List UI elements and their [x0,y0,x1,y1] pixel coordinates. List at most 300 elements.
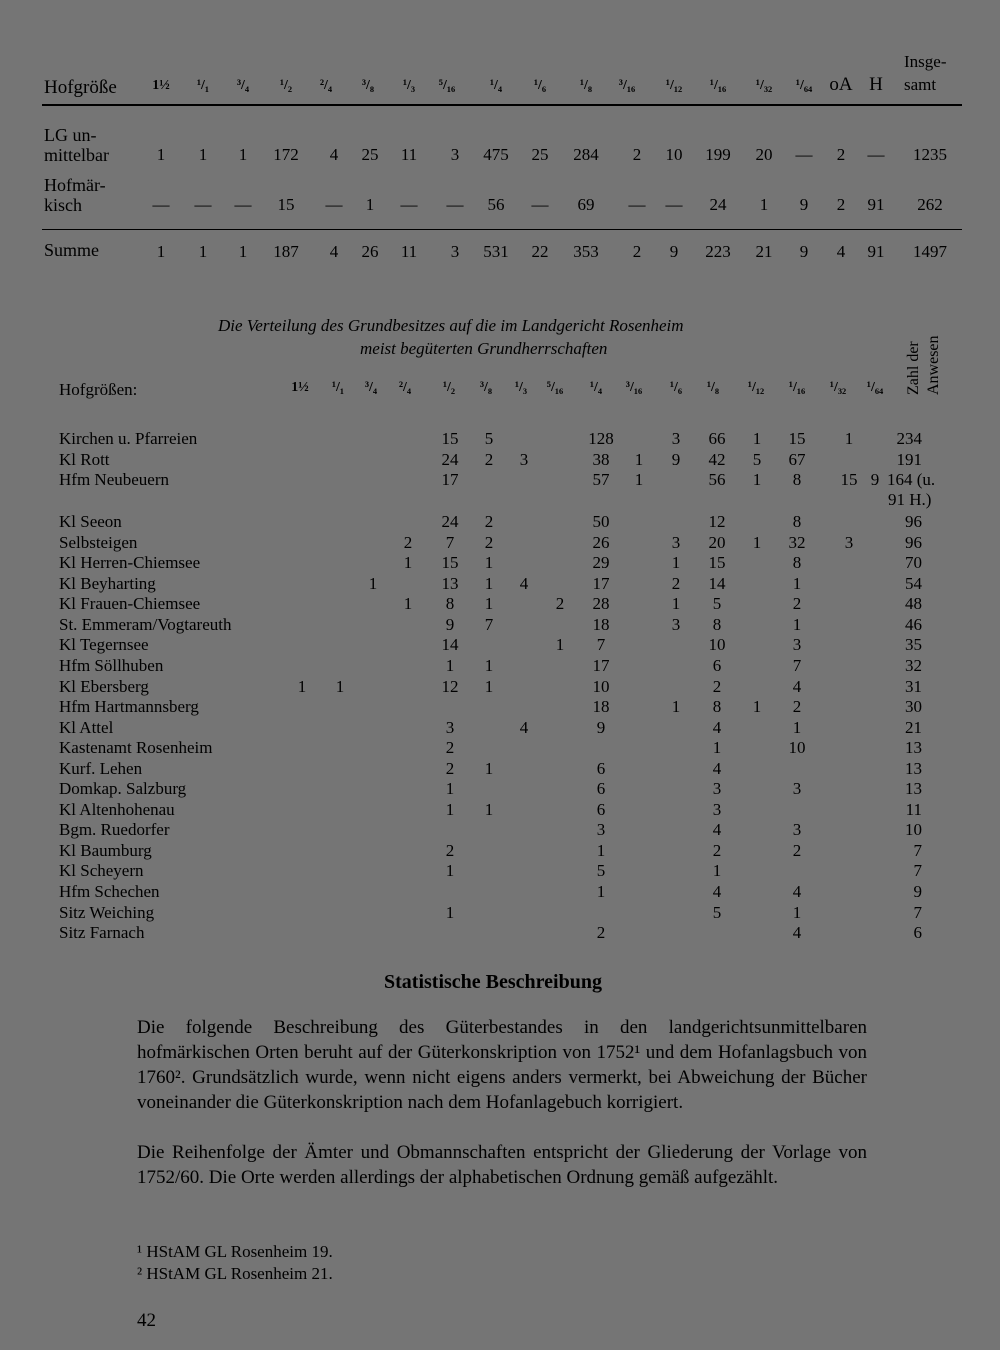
row-total: 70 [905,553,922,573]
table2-col-header: ²/₄ [398,380,412,395]
table2-col-header: ¹/₆₄ [866,380,884,395]
footnote-1: ¹ HStAM GL Rosenheim 19. [137,1242,333,1261]
table1-cell: 1 [156,242,166,261]
table-cell: 4 [712,820,722,840]
table-cell: 3 [445,717,455,737]
row-total: 7 [913,840,922,860]
table-cell: 4 [519,573,529,593]
table-cell: 42 [708,449,726,469]
table-cell: 8 [792,512,802,532]
row-name: Kl Ebersberg [59,676,149,696]
table-cell: 1 [671,553,681,573]
row-total: 35 [905,635,922,655]
table1-cell: 1 [156,145,166,164]
table2-col-header: ¹/₁ [331,380,345,395]
table-cell: 9 [596,717,606,737]
row-total: 48 [905,594,922,614]
table-cell: 1 [634,449,644,469]
table-cell: 10 [788,738,806,758]
total-header-line2: samt [904,75,937,94]
row-total: 234 [896,429,922,448]
table2-header-label: Hofgrößen: [59,380,138,399]
table-cell: 5 [712,902,722,922]
table1-cell: — [400,195,418,214]
row-name: St. Emmeram/Vogtareuth [59,614,232,634]
row-total: 30 [905,697,922,717]
table-cell: 17 [592,655,610,675]
table-cell: 2 [403,532,413,552]
table1-header-label: Hofgröße [44,77,117,98]
table2-col-header: ¹/₄ [589,380,603,395]
row-name: Kl Rott [59,449,110,469]
table1-cell: 1 [238,145,248,164]
table-row [0,656,1000,677]
table1-cell: 199 [705,145,731,164]
table-cell: 24 [441,449,459,469]
table-cell: 66 [708,429,726,448]
table1-cell: 2 [632,145,642,164]
table-cell: 128 [588,429,614,448]
table-cell: 5 [484,429,494,448]
table-cell: 8 [712,614,722,634]
row-name: Kirchen u. Pfarreien [59,429,198,448]
table2-col-header: ¹/₁₆ [788,380,806,395]
table-cell: 1 [671,697,681,717]
row-name: Hfm Söllhuben [59,655,164,675]
table-cell: 1 [596,882,606,901]
row-name: Kl Frauen-Chiemsee [59,594,201,614]
table-cell: 3 [844,532,854,552]
page-number: 42 [137,1310,156,1331]
row-total: 13 [905,738,922,758]
table1-cell: 4 [329,242,339,261]
table-row [0,533,1000,554]
table-cell: 20 [708,532,726,552]
table1-cell: 262 [917,195,943,214]
row-total: 9 [913,882,922,901]
table-cell: 4 [519,717,529,737]
table-cell: 2 [792,594,802,614]
table-row [0,677,1000,698]
row-name: Kl Beyharting [59,573,156,593]
table2-col-header: ¹/₃ [514,380,528,395]
table1-col-header: ¹/₃₂ [755,78,773,93]
table-cell: 29 [592,553,610,573]
row-name: Hfm Schechen [59,882,160,901]
table1-cell: 9 [799,242,809,261]
table-cell: 1 [445,779,455,799]
table-cell: 2 [792,697,802,717]
table-cell: 1 [484,594,494,614]
table-cell: 3 [519,449,529,469]
table-cell: 2 [596,923,606,943]
table2-col-header: ⁵/₁₆ [546,380,564,395]
table-row [0,841,1000,862]
table-cell: 1 [484,676,494,696]
table-cell: 8 [792,553,802,573]
table1-cell: 223 [705,242,731,261]
table2-col-header: ¹/₈ [706,380,720,395]
table1-col-header: oA [829,74,853,95]
table-cell: 7 [596,635,606,655]
table-row [0,923,1000,944]
row-total: 96 [905,532,922,552]
row-total: 54 [905,573,922,593]
table-cell: 1 [484,758,494,778]
table-row [0,594,1000,615]
table-cell: 14 [708,573,726,593]
table-cell: 6 [596,758,606,778]
table1-top-rule [42,104,962,106]
row-total: 46 [905,614,922,634]
table1-row-label: Summe [44,240,100,260]
table1-cell: 1 [198,145,208,164]
section-heading: Statistische Beschreibung [384,971,602,993]
table-cell: 1 [445,799,455,819]
table1-cell: — [446,195,464,214]
table1-col-header: ¹/₃ [402,78,416,93]
table-cell: 15 [441,553,459,573]
table-cell: 3 [792,635,802,655]
table-cell: 1 [445,655,455,675]
table-cell: 56 [708,470,726,490]
table-cell: 18 [592,614,610,634]
table1-cell: 475 [483,145,509,164]
table1-cell: 187 [273,242,299,261]
table-cell: 1 [712,738,722,758]
row-total: 32 [905,655,922,675]
table1-cell: 11 [400,145,418,164]
table-cell: 6 [596,779,606,799]
table-row [0,903,1000,924]
table1-cell: — [325,195,343,214]
table1-cell: — [531,195,549,214]
table1-col-header: ³/₁₆ [618,78,636,93]
table-row [0,470,1000,491]
table-row [0,450,1000,471]
table1-cell: — [628,195,646,214]
table-cell: 4 [712,758,722,778]
row-name: Kl Tegernsee [59,635,149,655]
row-name: Kl Baumburg [59,840,152,860]
table-cell: 5 [596,861,606,881]
table-cell: 2 [792,840,802,860]
row-total: 31 [905,676,922,696]
table2-col-header: ³/₄ [364,380,378,395]
table1-col-header: ⁵/₁₆ [438,78,456,93]
table1-cell: 11 [400,242,418,261]
table1-cell: 10 [665,145,683,164]
table-cell: 4 [792,676,802,696]
table1-cell: 9 [799,195,809,214]
table-cell: 15 [788,429,806,448]
table-cell: 1 [792,902,802,922]
table1-row-label: LG un- [44,125,97,145]
table-cell: 14 [441,635,459,655]
table-row [0,718,1000,739]
table-cell: 5 [712,594,722,614]
table-cell: 4 [792,923,802,943]
row-total: 21 [905,717,922,737]
table1-col-header: 1½ [152,78,170,93]
table-cell: 2 [445,840,455,860]
table-cell: 1 [634,470,644,490]
row-total: 164 (u. [887,470,936,490]
table1-cell: — [234,195,252,214]
row-total: 10 [905,820,922,840]
table2-col-header: ³/₈ [479,380,493,395]
table-cell: 2 [484,532,494,552]
table1-col-header: ¹/₁₆ [709,78,727,93]
table-row [0,615,1000,636]
footnote-2: ² HStAM GL Rosenheim 21. [137,1264,333,1283]
table2-col-header: ¹/₃₂ [829,380,847,395]
table1-col-header: ¹/₁₂ [665,78,683,93]
table1-cell: 91 [867,195,885,214]
total-header-line1: Insge- [904,52,947,71]
table1-col-header: ²/₄ [319,78,333,93]
table1-row-label-cont: kisch [44,195,82,215]
row-name: Bgm. Ruedorfer [59,820,170,840]
table-cell: 1 [484,799,494,819]
table1-cell: 284 [573,145,599,164]
table-row [0,759,1000,780]
row-total: 191 [896,449,922,469]
table-cell: 1 [844,429,854,448]
row-name: Kastenamt Rosenheim [59,738,213,758]
table1-cell: 69 [577,195,595,214]
row-name: Hfm Hartmannsberg [59,697,199,717]
row-name: Hfm Neubeuern [59,470,169,490]
table1-cell: 1 [238,242,248,261]
table-cell: 6 [596,799,606,819]
table-cell: 8 [792,470,802,490]
table-cell: 3 [596,820,606,840]
table-cell: 7 [792,655,802,675]
table-row [0,574,1000,595]
table-cell: 1 [752,697,762,717]
row-name: Kl Scheyern [59,861,144,881]
table-row [0,738,1000,759]
table-cell: 12 [441,676,459,696]
row-name: Kl Altenhohenau [59,799,175,819]
table1-row-label-cont: mittelbar [44,145,109,165]
table-cell: 26 [592,532,610,552]
table-cell: 2 [445,758,455,778]
table1-cell: 3 [450,145,460,164]
table1-cell: 1497 [913,242,947,261]
table-cell: 1 [752,429,762,448]
table-cell: 57 [592,470,610,490]
table1-cell: 3 [450,242,460,261]
table-row [0,697,1000,718]
table-cell: 1 [712,861,722,881]
row-total: 6 [913,923,922,943]
table-cell: 1 [555,635,565,655]
table-cell: 3 [792,820,802,840]
table-cell: 38 [592,449,610,469]
table1-col-header: ³/₄ [236,78,250,93]
table2-col-header: ³/₁₆ [625,380,643,395]
table1-cell: 172 [273,145,299,164]
table1-cell: 91 [867,242,885,261]
row-total: 13 [905,779,922,799]
table1-cell: 353 [573,242,599,261]
table1-row-label: Hofmär- [44,175,106,195]
table-cell: 3 [712,799,722,819]
table1-col-header: ³/₈ [361,78,375,93]
row-name: Kurf. Lehen [59,758,143,778]
table1-cell: 22 [531,242,549,261]
table-cell: 2 [445,738,455,758]
table1-cell: 2 [836,195,846,214]
table-cell: 1 [403,594,413,614]
table-cell: 1 [752,470,762,490]
table-cell: 67 [788,449,806,469]
table-cell: 9 [870,470,880,490]
table1-col-header: ¹/₆ [533,78,547,93]
table-cell: 3 [792,779,802,799]
table2-caption-line2: meist begüterten Grundherrschaften [360,339,608,358]
table-cell: 9 [671,449,681,469]
table2-col-header: ¹/₁₂ [747,380,765,395]
table-cell: 1 [484,655,494,675]
table-cell: 3 [671,614,681,634]
table1-cell: 25 [531,145,549,164]
table-cell: 9 [445,614,455,634]
row-name: Domkap. Salzburg [59,779,187,799]
row-name: Selbsteigen [59,532,138,552]
table1-cell: 531 [483,242,509,261]
table2-col-header: ¹/₆ [669,380,683,395]
table1-col-header: H [869,74,883,95]
table1-cell: 20 [755,145,773,164]
table-cell: 1 [368,573,378,593]
table-cell: 2 [712,840,722,860]
table-cell: 1 [792,717,802,737]
table-cell: 4 [712,882,722,901]
table1-cell: — [665,195,683,214]
table1-cell: 24 [709,195,727,214]
table1-cell: 1 [198,242,208,261]
row-name: Kl Seeon [59,512,122,532]
table1-cell: 15 [277,195,295,214]
table-cell: 8 [712,697,722,717]
table-cell: 24 [441,512,459,532]
table1-cell: 1 [365,195,375,214]
row-total: 7 [913,861,922,881]
table1-col-header: ¹/₁ [196,78,210,93]
table-cell: 1 [792,614,802,634]
table-cell: 7 [445,532,455,552]
table-row [0,635,1000,656]
row-total-cont: 91 H.) [888,490,932,510]
table-cell: 15 [441,429,459,448]
row-total: 11 [905,799,922,819]
section-paragraph-1: Die folgende Beschreibung des Güterbestandes in den landgerichtsunmittelbaren hofmärkischen Orten beruht auf der Güterkonskription von 1752¹ und dem Hofanlagsbuch von 1760². Grundsätzlich wurde, wenn nicht eigens anders vermerkt, bei Abweichung der Bücher voneinander die Güterkonskription nach dem Hofanlagebuch korrigiert. [137,1017,867,1113]
table1-cell: — [867,145,885,164]
row-name: Sitz Weiching [59,902,155,922]
table-cell: 2 [671,573,681,593]
table1-cell: 9 [669,242,679,261]
table1-cell: 2 [836,145,846,164]
table2-total-header-line1: Zahl der [905,341,922,395]
table2-col-header: ¹/₂ [442,380,456,395]
row-total: 7 [913,902,922,922]
row-name: Sitz Farnach [59,923,145,943]
table1-cell: 4 [329,145,339,164]
table-cell: 2 [555,594,565,614]
table-cell: 1 [671,594,681,614]
table-cell: 17 [441,470,459,490]
table2-caption-line1: Die Verteilung des Grundbesitzes auf die im Landgericht Rosenheim [218,316,684,335]
table-cell: 7 [484,614,494,634]
table1-cell: 26 [361,242,379,261]
table1-cell: 1 [759,195,769,214]
table-row [0,800,1000,821]
table1-cell: 21 [755,242,773,261]
table2-total-header-line2: Anwesen [925,335,942,395]
table1-cell: — [795,145,813,164]
table1-col-header: ¹/₆₄ [795,78,813,93]
table-row [0,820,1000,841]
table-cell: 1 [484,553,494,573]
table-cell: 13 [441,573,459,593]
table-cell: 2 [712,676,722,696]
table-cell: 6 [712,655,722,675]
table-cell: 1 [445,902,455,922]
row-total: 96 [905,512,922,532]
table1-cell: — [152,195,170,214]
table-cell: 1 [484,573,494,593]
section-paragraph-2: Die Reihenfolge der Ämter und Obmannschaften entspricht der Gliederung der Vorlage von 1752/60. Die Orte werden allerdings der alphabetischen Ordnung gemäß aufgezählt. [137,1142,867,1188]
table-cell: 5 [752,449,762,469]
table-cell: 3 [712,779,722,799]
table-cell: 50 [592,512,610,532]
table-cell: 2 [484,512,494,532]
table-cell: 8 [445,594,455,614]
table2-col-header: 1½ [291,380,309,395]
table-cell: 3 [671,429,681,448]
table-row [0,861,1000,882]
table-cell: 1 [445,861,455,881]
table-cell: 17 [592,573,610,593]
table-cell: 1 [752,532,762,552]
table-row [0,882,1000,903]
table1-sum-rule [42,229,962,230]
table-cell: 1 [596,840,606,860]
table-cell: 1 [792,573,802,593]
table-cell: 4 [712,717,722,737]
table-cell: 4 [792,882,802,901]
table-cell: 10 [708,635,726,655]
table-cell: 32 [788,532,806,552]
table-cell: 2 [484,449,494,469]
table-row [0,429,1000,450]
table1-cell: — [194,195,212,214]
table1-cell: 25 [361,145,379,164]
table1-cell: 4 [836,242,846,261]
table-row [0,553,1000,574]
table-cell: 3 [671,532,681,552]
row-name: Kl Herren-Chiemsee [59,553,201,573]
table-cell: 1 [335,676,345,696]
table1-col-header: ¹/₂ [279,78,293,93]
table-cell: 12 [708,512,726,532]
row-total: 13 [905,758,922,778]
table1-col-header: ¹/₈ [579,78,593,93]
table-cell: 18 [592,697,610,717]
